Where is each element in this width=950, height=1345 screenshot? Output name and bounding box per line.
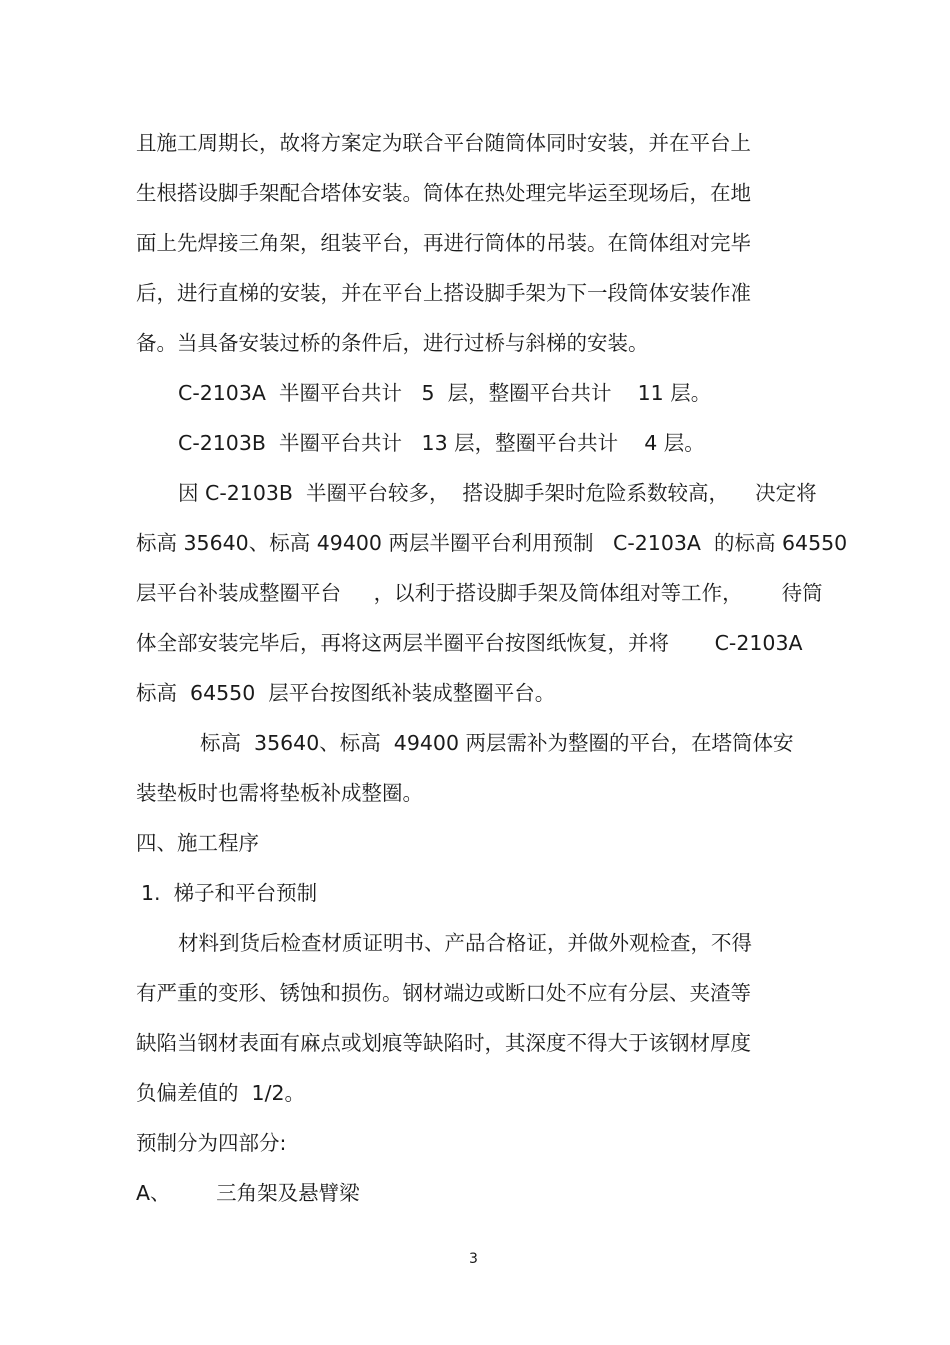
text-line: C-2103A 半圈平台共计 5 层，整圈平台共计 11 层。 [178,381,712,405]
text-line: 标高 64550 层平台按图纸补装成整圈平台。 [136,681,556,705]
text-line: 面上先焊接三角架，组装平台，再进行筒体的吊装。在筒体组对完毕 [136,231,751,255]
text-line: 材料到货后检查材质证明书、产品合格证，并做外观检查，不得 [178,931,752,955]
text-line: 层平台补装成整圈平台 ，以利于搭设脚手架及筒体组对等工作， 待筒 [136,581,823,605]
text-line: 因 C-2103B 半圈平台较多， 搭设脚手架时危险系数较高， 决定将 [178,481,817,505]
text-line: 标高 35640、标高 49400 两层半圈平台利用预制 C-2103A 的标高 64550 [136,531,848,555]
list-item: A、 三角架及悬臂梁 [136,1181,360,1205]
section-heading: 四、施工程序 [136,831,259,855]
subsection-heading: 1. 梯子和平台预制 [141,881,318,905]
text-line: 缺陷当钢材表面有麻点或划痕等缺陷时，其深度不得大于该钢材厚度 [136,1031,751,1055]
text-line: 且施工周期长，故将方案定为联合平台随筒体同时安装，并在平台上 [136,131,751,155]
text-line: 体全部安装完毕后，再将这两层半圈平台按图纸恢复，并将 C-2103A [136,631,803,655]
text-line: 有严重的变形、锈蚀和损伤。钢材端边或断口处不应有分层、夹渣等 [136,981,751,1005]
text-line: 备。当具备安装过桥的条件后，进行过桥与斜梯的安装。 [136,331,649,355]
text-line: C-2103B 半圈平台共计 13 层，整圈平台共计 4 层。 [178,431,705,455]
text-line: 生根搭设脚手架配合塔体安装。筒体在热处理完毕运至现场后，在地 [136,181,751,205]
text-line: 预制分为四部分: [136,1131,287,1155]
text-line: 后，进行直梯的安装，并在平台上搭设脚手架为下一段筒体安装作准 [136,281,751,305]
text-line: 装垫板时也需将垫板补成整圈。 [136,781,423,805]
text-line: 标高 35640、标高 49400 两层需补为整圈的平台，在塔筒体安 [200,731,794,755]
text-line: 负偏差值的 1/2。 [136,1081,306,1105]
page-number: 3 [469,1251,478,1267]
